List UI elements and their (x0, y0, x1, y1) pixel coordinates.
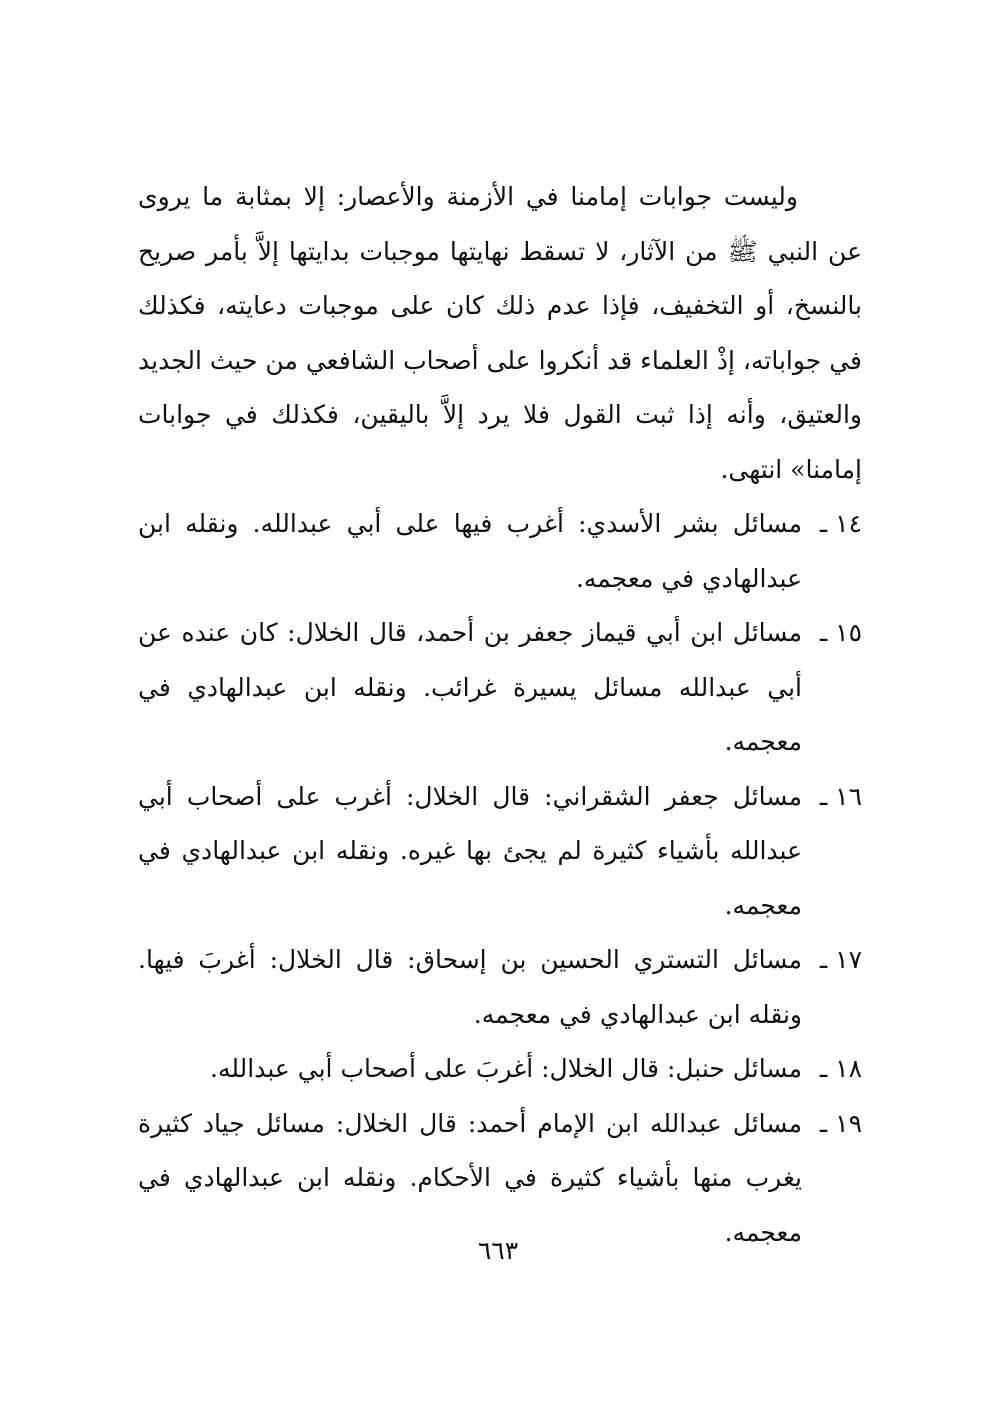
item-text: مسائل عبدالله ابن الإمام أحمد: قال الخلال: مسائل جياد كثيرة يغرب منها بأشياء كثيرة في الأحكام. ونقله ابن عبدالهادي في معجمه. (138, 1108, 802, 1247)
list-item-14 (138, 497, 862, 606)
list-item-17 (138, 933, 862, 1042)
item-number: ١٧ ـ (819, 945, 862, 974)
item-number: ١٩ ـ (819, 1108, 862, 1138)
item-number: ١٤ ـ (819, 509, 862, 538)
list-item-16 (138, 770, 862, 934)
item-number: ١٦ ـ (819, 781, 862, 811)
list-item-18 (138, 1042, 862, 1097)
page-number: ٦٦٣ (477, 1236, 519, 1265)
page-body (138, 170, 862, 1260)
item-text: مسائل حنبل: قال الخلال: أغربَ على أصحاب أبي عبدالله. (210, 1054, 802, 1083)
item-text: مسائل التستري الحسين بن إسحاق: قال الخلال: أغربَ فيها. ونقله ابن عبدالهادي في معجمه. (138, 945, 802, 1029)
item-number: ١٥ ـ (819, 618, 862, 647)
intro-paragraph: وليست جوابات إمامنا في الأزمنة والأعصار: إلا بمثابة ما يروى عن النبي ﷺ من الآثار، لا تسقط نهايتها موجبات بدايتها إلاَّ بأمر صريح بالنسخ، أو التخفيف، فإذا عدم ذلك كان على موجبات دعايته، فكذلك في جواباته، إذْ العلماء قد أنكروا على أصحاب الشافعي من حيث الجديد والعتيق، وأنه إذا ثبت القول فلا يرد إلاَّ باليقين، فكذلك في جوابات إمامنا» انتهى. (138, 182, 862, 484)
item-text: مسائل بشر الأسدي: أغرب فيها على أبي عبدالله. ونقله ابن عبدالهادي في معجمه. (138, 509, 802, 593)
item-text: مسائل جعفر الشقراني: قال الخلال: أغرب على أصحاب أبي عبدالله بأشياء كثيرة لم يجئ بها غيره. ونقله ابن عبدالهادي في معجمه. (138, 781, 802, 920)
item-text: مسائل ابن أبي قيماز جعفر بن أحمد، قال الخلال: كان عنده عن أبي عبدالله مسائل يسيرة غرائب. ونقله ابن عبدالهادي في معجمه. (138, 618, 802, 756)
item-number: ١٨ ـ (819, 1054, 862, 1083)
list-item-15 (138, 606, 862, 770)
